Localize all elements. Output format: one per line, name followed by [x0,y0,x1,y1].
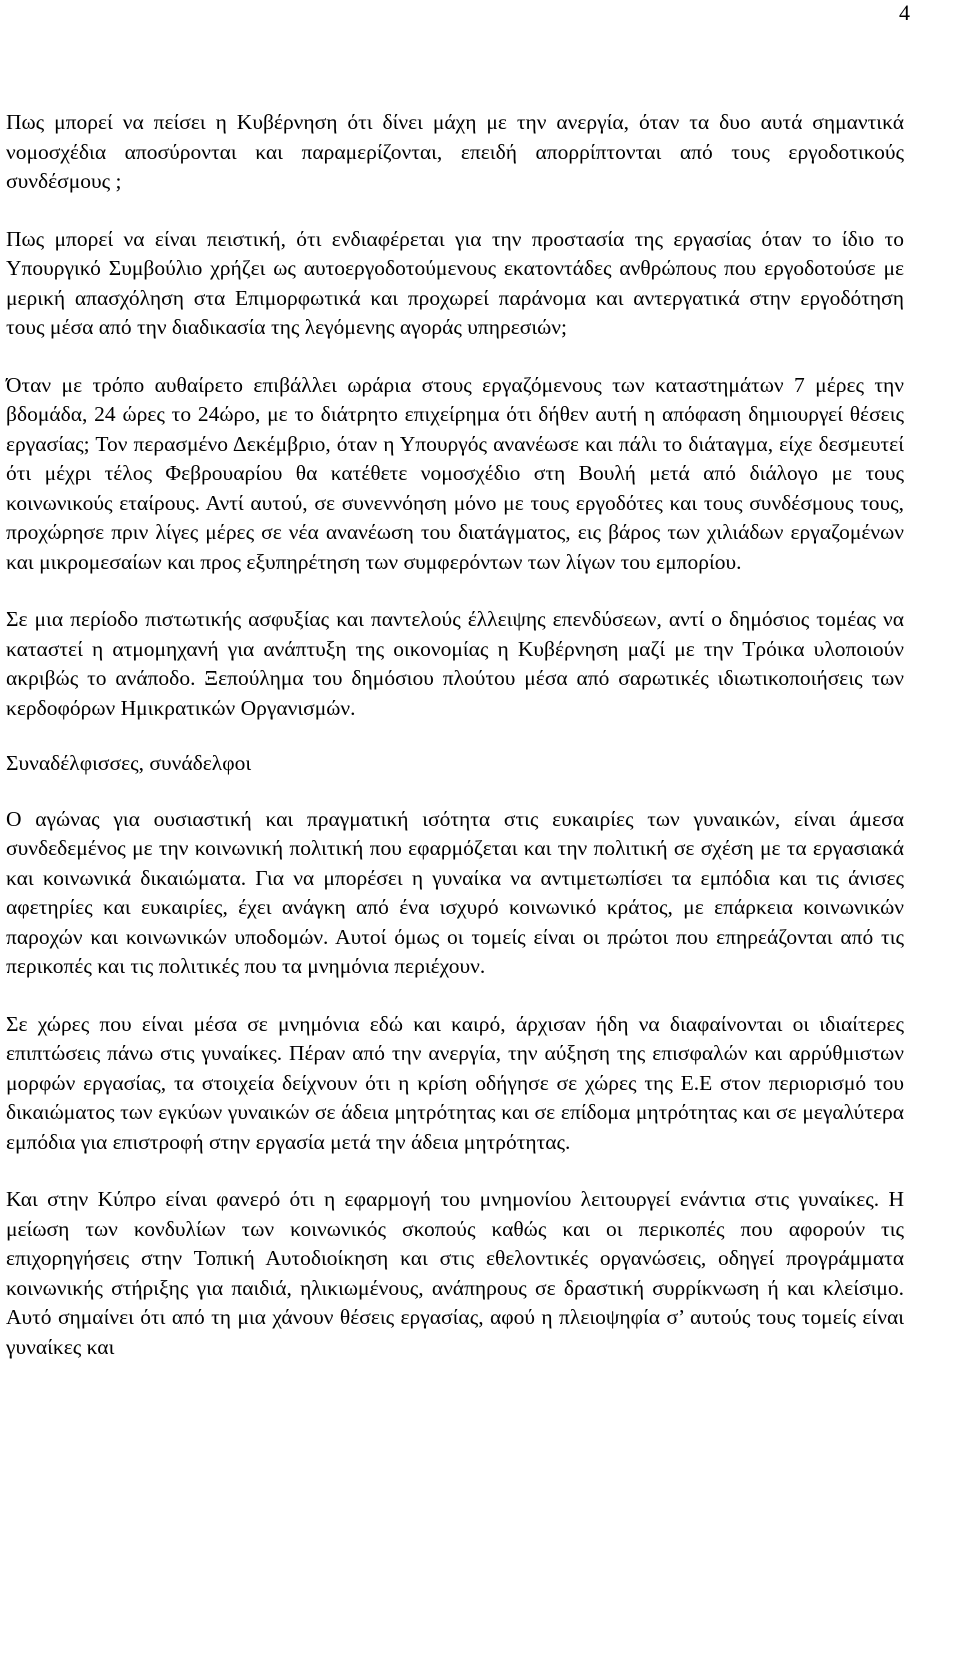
paragraph-privatisation: Σε μια περίοδο πιστωτικής ασφυξίας και παντελούς έλλειψης επενδύσεων, αντί ο δημόσιος τομέας να καταστεί η ατμομηχανή για ανάπτυξη της οικονομίας η Κυβέρνηση μαζί με την Τρόικα υλοποιούν ακριβώς το ανάποδο. Ξεπούλημα του δημόσιου πλούτου μέσα από σαρωτικές ιδιωτικοποιήσεις των κερδοφόρων Ημικρατικών Οργανισμών. [6,607,904,720]
paragraph-unemployment-bills: Πως μπορεί να πείσει η Κυβέρνηση ότι δίνει μάχη με την ανεργία, όταν τα δυο αυτά σημαντικά νομοσχέδια αποσύρονται και παραμερίζονται, επειδή απορρίπτονται από τους εργοδοτικούς συνδέσμους ; [6,110,904,193]
page-number: 4 [899,0,910,25]
paragraph-greeting: Συναδέλφισσες, συνάδελφοι [6,751,252,775]
paragraph-memorandum-countries: Σε χώρες που είναι μέσα σε μνημόνια εδώ και καιρό, άρχισαν ήδη να διαφαίνονται οι ιδιαίτερες επιπτώσεις πάνω στις γυναίκες. Πέραν από την ανεργία, την αύξηση της επισφαλών και αρρύθμιστων μορφών εργασίας, τα στοιχεία δείχνουν ότι η κρίση οδήγησε σε χώρες της Ε.Ε στον περιορισμό του δικαιώματος των εγκύων γυναικών σε άδεια μητρότητας και σε επίδομα μητρότητας και σε μεγαλύτερα εμπόδια για επιστροφή στην εργασία μετά την άδεια μητρότητας. [6,1011,904,1154]
document-body [6,108,904,1362]
paragraph-shop-hours: Όταν με τρόπο αυθαίρετο επιβάλλει ωράρια στους εργαζόμενους των καταστημάτων 7 μέρες την βδομάδα, 24 ώρες το 24ώρο, με το διάτρητο επιχείρημα ότι δήθεν αυτή η απόφαση δημιουργεί θέσεις εργασίας; Τον περασμένο Δεκέμβριο, όταν η Υπουργός ανανέωσε και πάλι το διάταγμα, είχε δεσμευτεί ότι μέχρι τέλος Φεβρουαρίου θα κατέθετε νομοσχέδιο στη Βουλή μετά από διάλογο με τους κοινωνικούς εταίρους. Αντί αυτού, σε συνεννόηση μόνο με τους εργοδότες και τους συνδέσμους τους, προχώρησε πριν λίγες μέρες σε νέα ανανέωση του διατάγματος, εις βάρος των χιλιάδων εργαζομένων και μικρομεσαίων και προς εξυπηρέτηση των συμφερόντων των λίγων του εμπορίου. [6,372,904,574]
paragraph-cyprus-memorandum: Και στην Κύπρο είναι φανερό ότι η εφαρμογή του μνημονίου λειτουργεί ενάντια στις γυναίκες. Η μείωση των κονδυλίων των κοινωνικός σκοπούς καθώς και οι περικοπές που αφορούν τις επιχορηγήσεις στην Τοπική Αυτοδιοίκηση και στις εθελοντικές οργανώσεις, οδηγεί προγράμματα κοινωνικής στήριξης για παιδιά, ηλικιωμένους, ανάπηρους σε δραστική συρρίκνωση ή και κλείσιμο. Αυτό σημαίνει ότι από τη μια χάνουν θέσεις εργασίας, αφού η πλειοψηφία σ’ αυτούς τους τομείς είναι γυναίκες και [6,1187,904,1359]
paragraph-labour-protection: Πως μπορεί να είναι πειστική, ότι ενδιαφέρεται για την προστασία της εργασίας όταν το ίδιο το Υπουργικό Συμβούλιο χρήζει ως αυτοεργοδοτούμενους εκατοντάδες ανθρώπους που εργοδοτούσε με μερική απασχόληση στα Επιμορφωτικά και προχωρεί παράνομα και αντεργατικά στην εργοδότηση τους μέσα από την διαδικασία της λεγόμενης αγοράς υπηρεσιών; [6,226,904,339]
paragraph-gender-equality: Ο αγώνας για ουσιαστική και πραγματική ισότητα στις ευκαιρίες των γυναικών, είναι άμεσα συνδεδεμένος με την κοινωνική πολιτική που εφαρμόζεται και την πολιτική σε σχέση με τα εργασιακά και κοινωνικά δικαιώματα. Για να μπορέσει η γυναίκα να αντιμετωπίσει τα εμπόδια και τις άνισες αφετηρίες και ευκαιρίες, έχει ανάγκη από ένα ισχυρό κοινωνικό κράτος, με επάρκεια κοινωνικών παροχών και κοινωνικών υποδομών. Αυτοί όμως οι τομείς είναι οι πρώτοι που επηρεάζονται από τις περικοπές και τις πολιτικές που τα μνημόνια περιέχουν. [6,806,904,978]
